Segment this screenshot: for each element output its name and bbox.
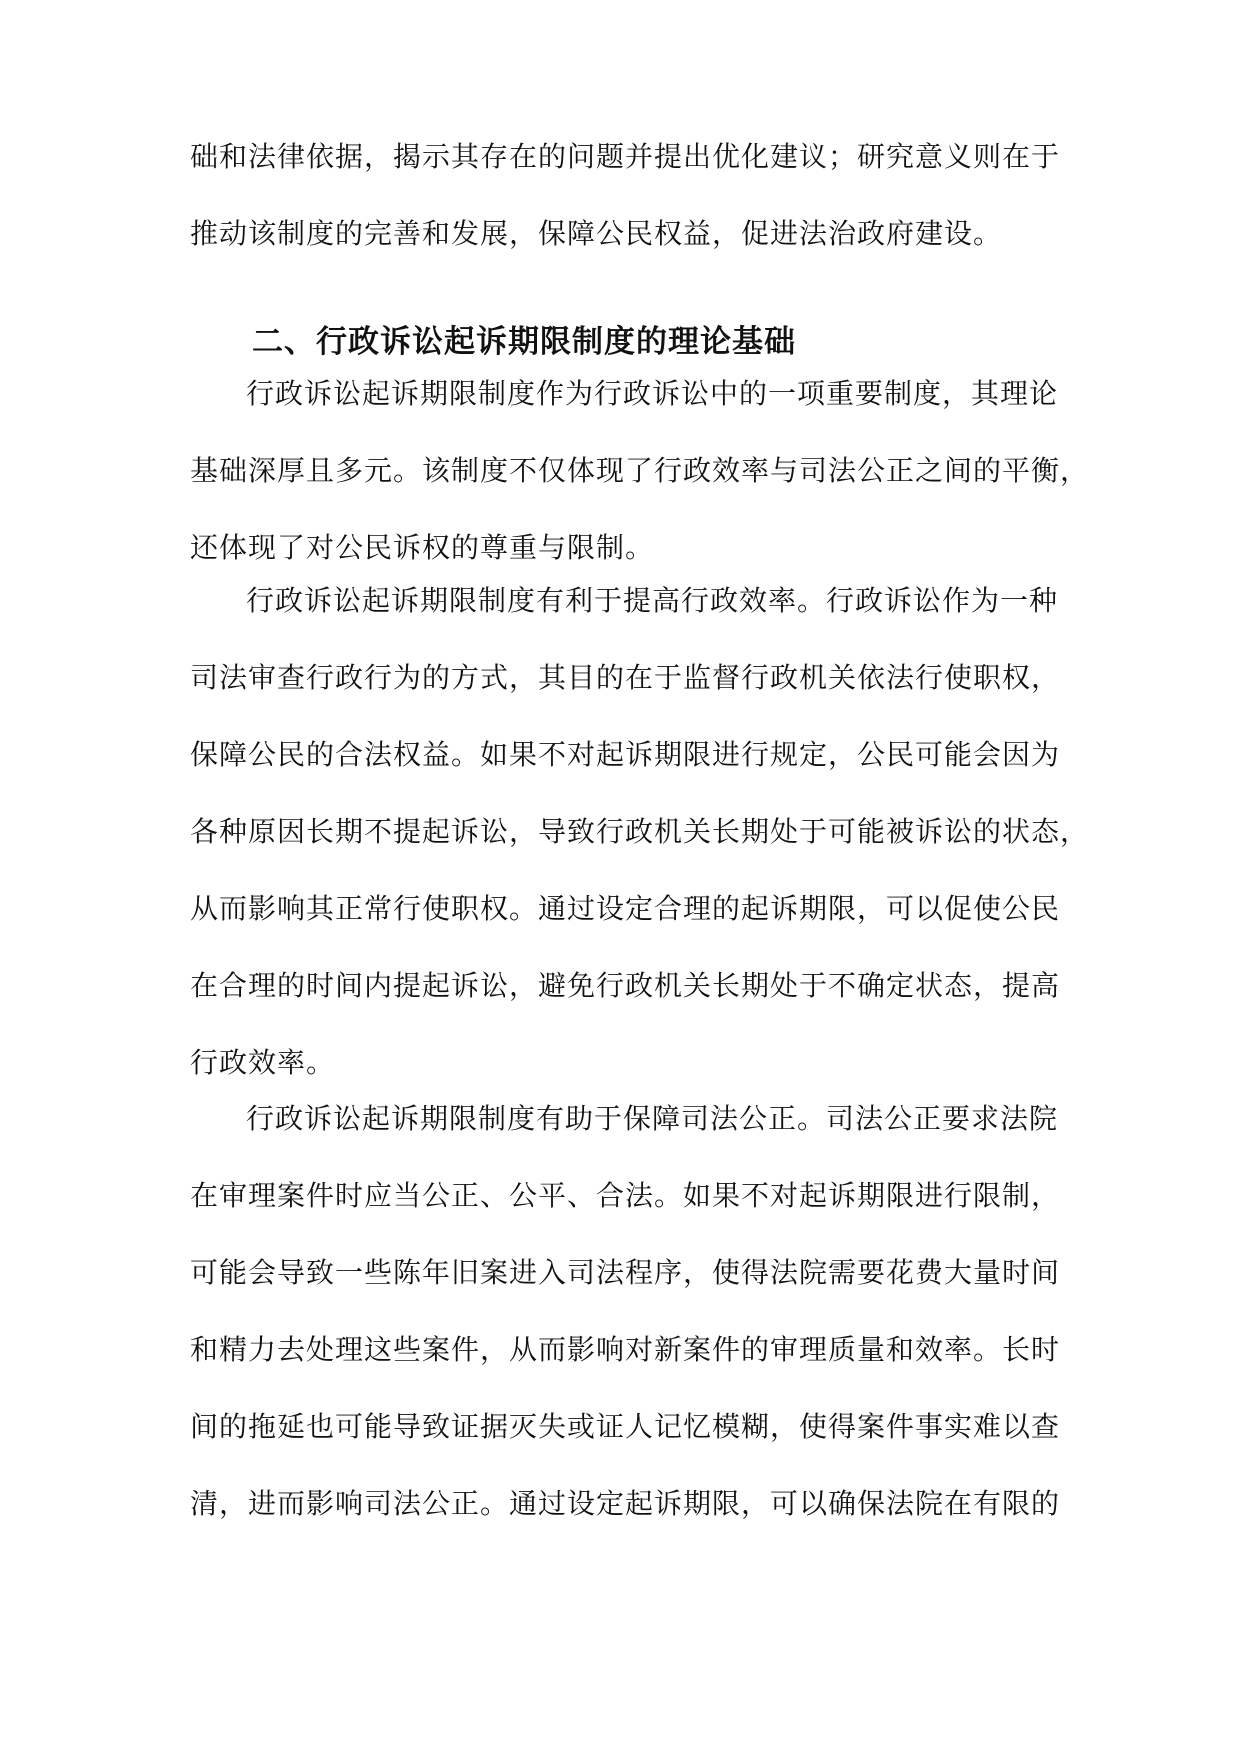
paragraph-line: 基础深厚且多元。该制度不仅体现了行政效率与司法公正之间的平衡， (190, 454, 1090, 487)
paragraph-line: 清，进而影响司法公正。通过设定起诉期限，可以确保法院在有限的 (190, 1487, 1061, 1520)
paragraph-line: 保障公民的合法权益。如果不对起诉期限进行规定，公民可能会因为 (190, 738, 1061, 771)
paragraph-line: 从而影响其正常行使职权。通过设定合理的起诉期限，可以促使公民 (190, 892, 1061, 925)
paragraph-line: 行政效率。 (190, 1046, 336, 1079)
paragraph-line: 行政诉讼起诉期限制度有助于保障司法公正。司法公正要求法院 (246, 1102, 1059, 1135)
paragraph-line: 司法审查行政行为的方式，其目的在于监督行政机关依法行使职权， (190, 661, 1061, 694)
paragraph-line: 和精力去处理这些案件，从而影响对新案件的审理质量和效率。长时 (190, 1333, 1061, 1366)
paragraph-2 (190, 562, 1090, 1101)
paragraph-1 (190, 355, 1090, 586)
paragraph-line: 还体现了对公民诉权的尊重与限制。 (190, 531, 655, 564)
paragraph-line: 间的拖延也可能导致证据灭失或证人记忆模糊，使得案件事实难以查 (190, 1410, 1061, 1443)
paragraph-line: 各种原因长期不提起诉讼，导致行政机关长期处于可能被诉讼的状态， (190, 815, 1090, 848)
section-heading: 二、行政诉讼起诉期限制度的理论基础 (252, 324, 796, 360)
paragraph-line: 行政诉讼起诉期限制度有利于提高行政效率。行政诉讼作为一种 (246, 584, 1059, 617)
paragraph-line: 在审理案件时应当公正、公平、合法。如果不对起诉期限进行限制， (190, 1179, 1061, 1212)
intro-line: 推动该制度的完善和发展，保障公民权益，促进法治政府建设。 (190, 217, 1003, 250)
intro-paragraph (190, 118, 1061, 272)
paragraph-line: 可能会导致一些陈年旧案进入司法程序，使得法院需要花费大量时间 (190, 1256, 1061, 1289)
paragraph-3 (190, 1080, 1061, 1542)
paragraph-line: 行政诉讼起诉期限制度作为行政诉讼中的一项重要制度，其理论 (246, 377, 1059, 410)
paragraph-line: 在合理的时间内提起诉讼，避免行政机关长期处于不确定状态，提高 (190, 969, 1061, 1002)
intro-line: 础和法律依据，揭示其存在的问题并提出优化建议；研究意义则在于 (190, 140, 1061, 173)
